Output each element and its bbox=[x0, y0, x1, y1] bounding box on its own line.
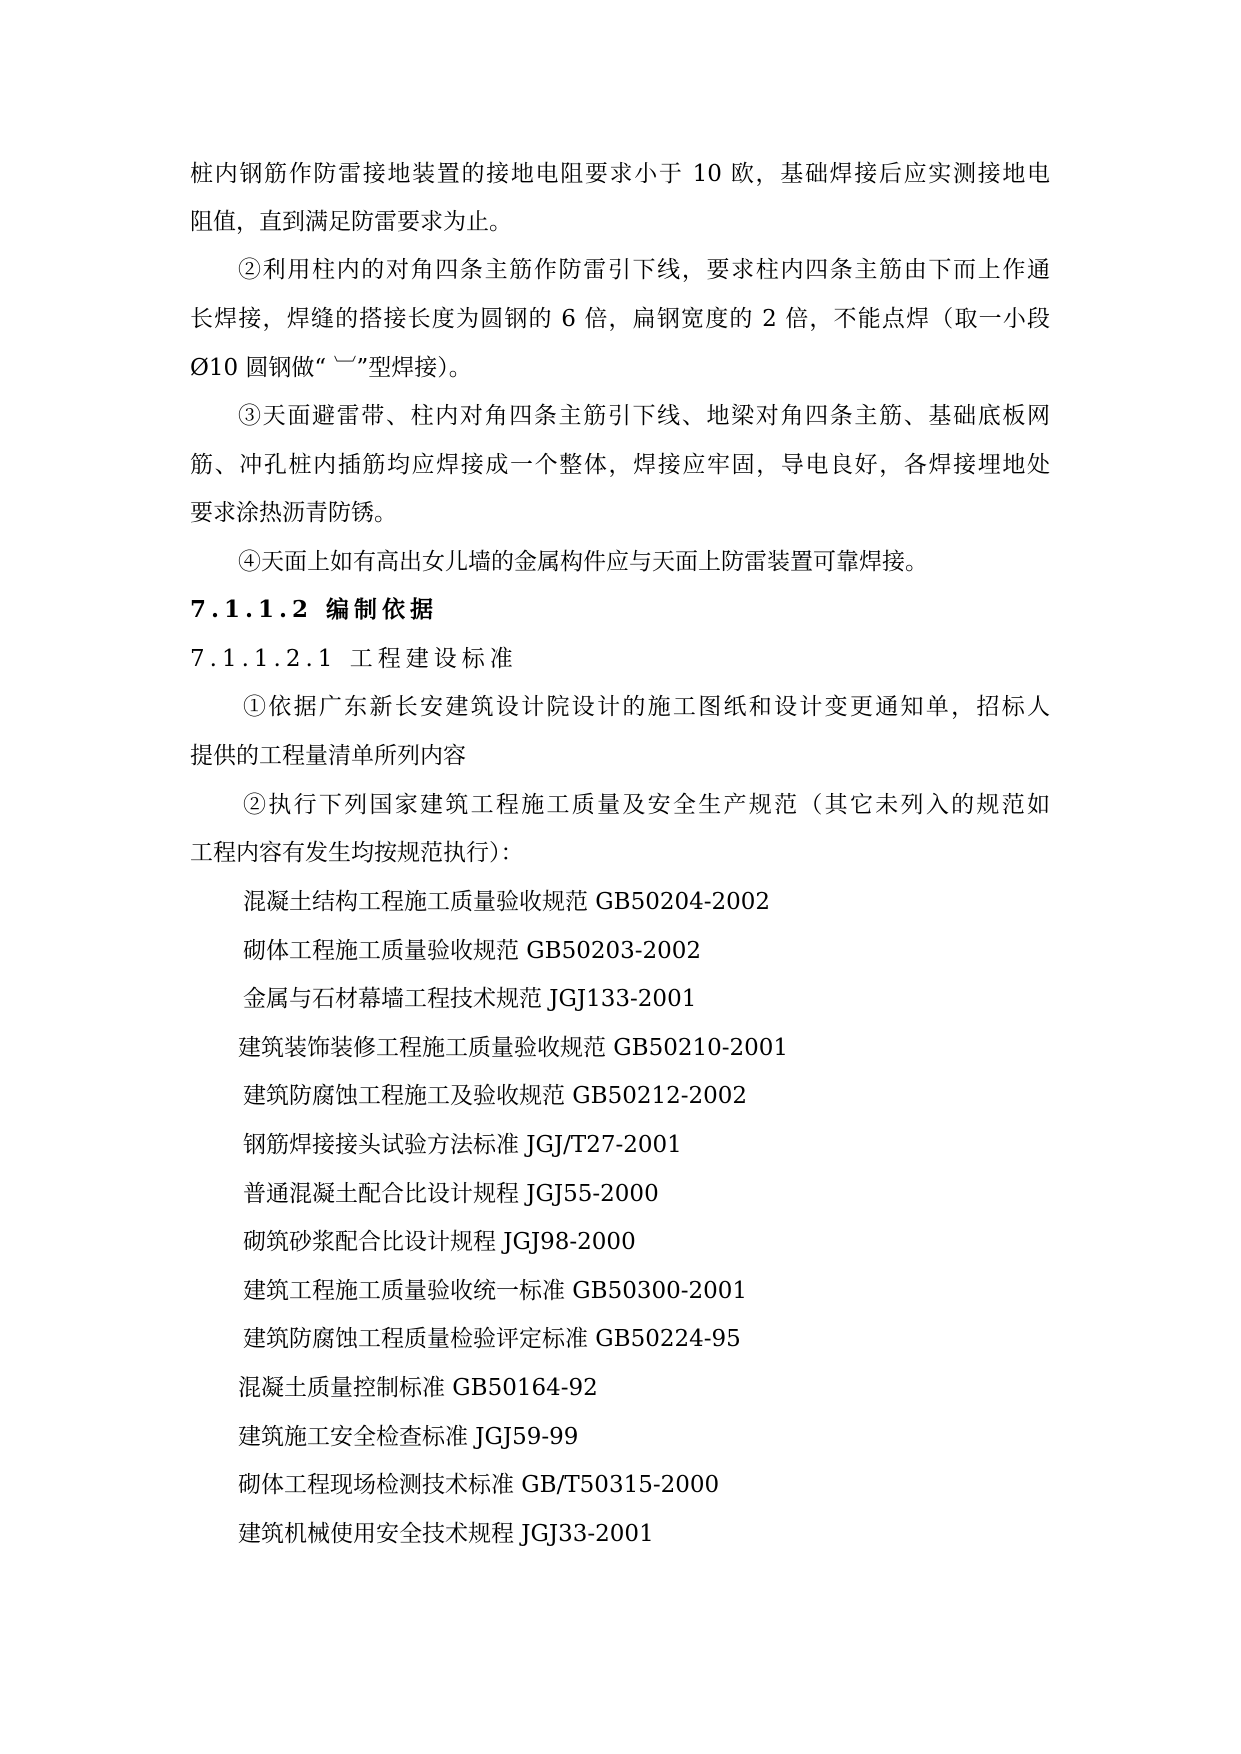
subsection-heading: 7.1.1.2.1 工程建设标准 bbox=[190, 646, 518, 672]
standard-item: 建筑施工安全检查标准 JGJ59-99 bbox=[238, 1424, 579, 1450]
standard-item: 钢筋焊接接头试验方法标准 JGJ/T27-2001 bbox=[243, 1132, 682, 1158]
standard-item: 金属与石材幕墙工程技术规范 JGJ133-2001 bbox=[243, 986, 697, 1012]
standard-item: 砌筑砂浆配合比设计规程 JGJ98-2000 bbox=[243, 1229, 636, 1255]
standard-item: 混凝土结构工程施工质量验收规范 GB50204-2002 bbox=[243, 889, 771, 915]
paragraph-line: 要求涂热沥青防锈。 bbox=[190, 500, 397, 526]
paragraph-line: 长焊接，焊缝的搭接长度为圆钢的 6 倍，扁钢宽度的 2 倍，不能点焊（取一小段 bbox=[190, 306, 1050, 332]
paragraph-line: 阻值，直到满足防雷要求为止。 bbox=[190, 209, 512, 235]
paragraph-line: 工程内容有发生均按规范执行）： bbox=[190, 840, 524, 866]
paragraph-line: Ø10 圆钢做“ ︺”型焊接）。 bbox=[190, 355, 472, 381]
standard-item: 砌体工程现场检测技术标准 GB/T50315-2000 bbox=[238, 1472, 720, 1498]
standard-item: 建筑装饰装修工程施工质量验收规范 GB50210-2001 bbox=[238, 1035, 789, 1061]
paragraph-line: ④天面上如有高出女儿墙的金属构件应与天面上防雷装置可靠焊接。 bbox=[238, 549, 928, 575]
paragraph-line: 筋、冲孔桩内插筋均应焊接成一个整体，焊接应牢固，导电良好，各焊接埋地处 bbox=[190, 452, 1050, 478]
standard-item: 建筑工程施工质量验收统一标准 GB50300-2001 bbox=[243, 1278, 748, 1304]
standard-item: 普通混凝土配合比设计规程 JGJ55-2000 bbox=[243, 1181, 659, 1207]
paragraph-line: ②执行下列国家建筑工程施工质量及安全生产规范（其它未列入的规范如 bbox=[243, 792, 1050, 818]
paragraph-line: ②利用柱内的对角四条主筋作防雷引下线，要求柱内四条主筋由下而上作通 bbox=[238, 257, 1050, 283]
standard-item: 建筑防腐蚀工程施工及验收规范 GB50212-2002 bbox=[243, 1083, 748, 1109]
paragraph-line: 桩内钢筋作防雷接地装置的接地电阻要求小于 10 欧，基础焊接后应实测接地电 bbox=[190, 161, 1050, 187]
standard-item: 建筑机械使用安全技术规程 JGJ33-2001 bbox=[238, 1521, 654, 1547]
paragraph-line: 提供的工程量清单所列内容 bbox=[190, 743, 466, 769]
standard-item: 砌体工程施工质量验收规范 GB50203-2002 bbox=[243, 938, 702, 964]
paragraph-line: ①依据广东新长安建筑设计院设计的施工图纸和设计变更通知单，招标人 bbox=[243, 694, 1050, 720]
standard-item: 建筑防腐蚀工程质量检验评定标准 GB50224-95 bbox=[243, 1326, 741, 1352]
section-heading: 7.1.1.2 编制依据 bbox=[190, 596, 439, 623]
paragraph-line: ③天面避雷带、柱内对角四条主筋引下线、地梁对角四条主筋、基础底板网 bbox=[238, 403, 1050, 429]
standard-item: 混凝土质量控制标准 GB50164-92 bbox=[238, 1375, 598, 1401]
